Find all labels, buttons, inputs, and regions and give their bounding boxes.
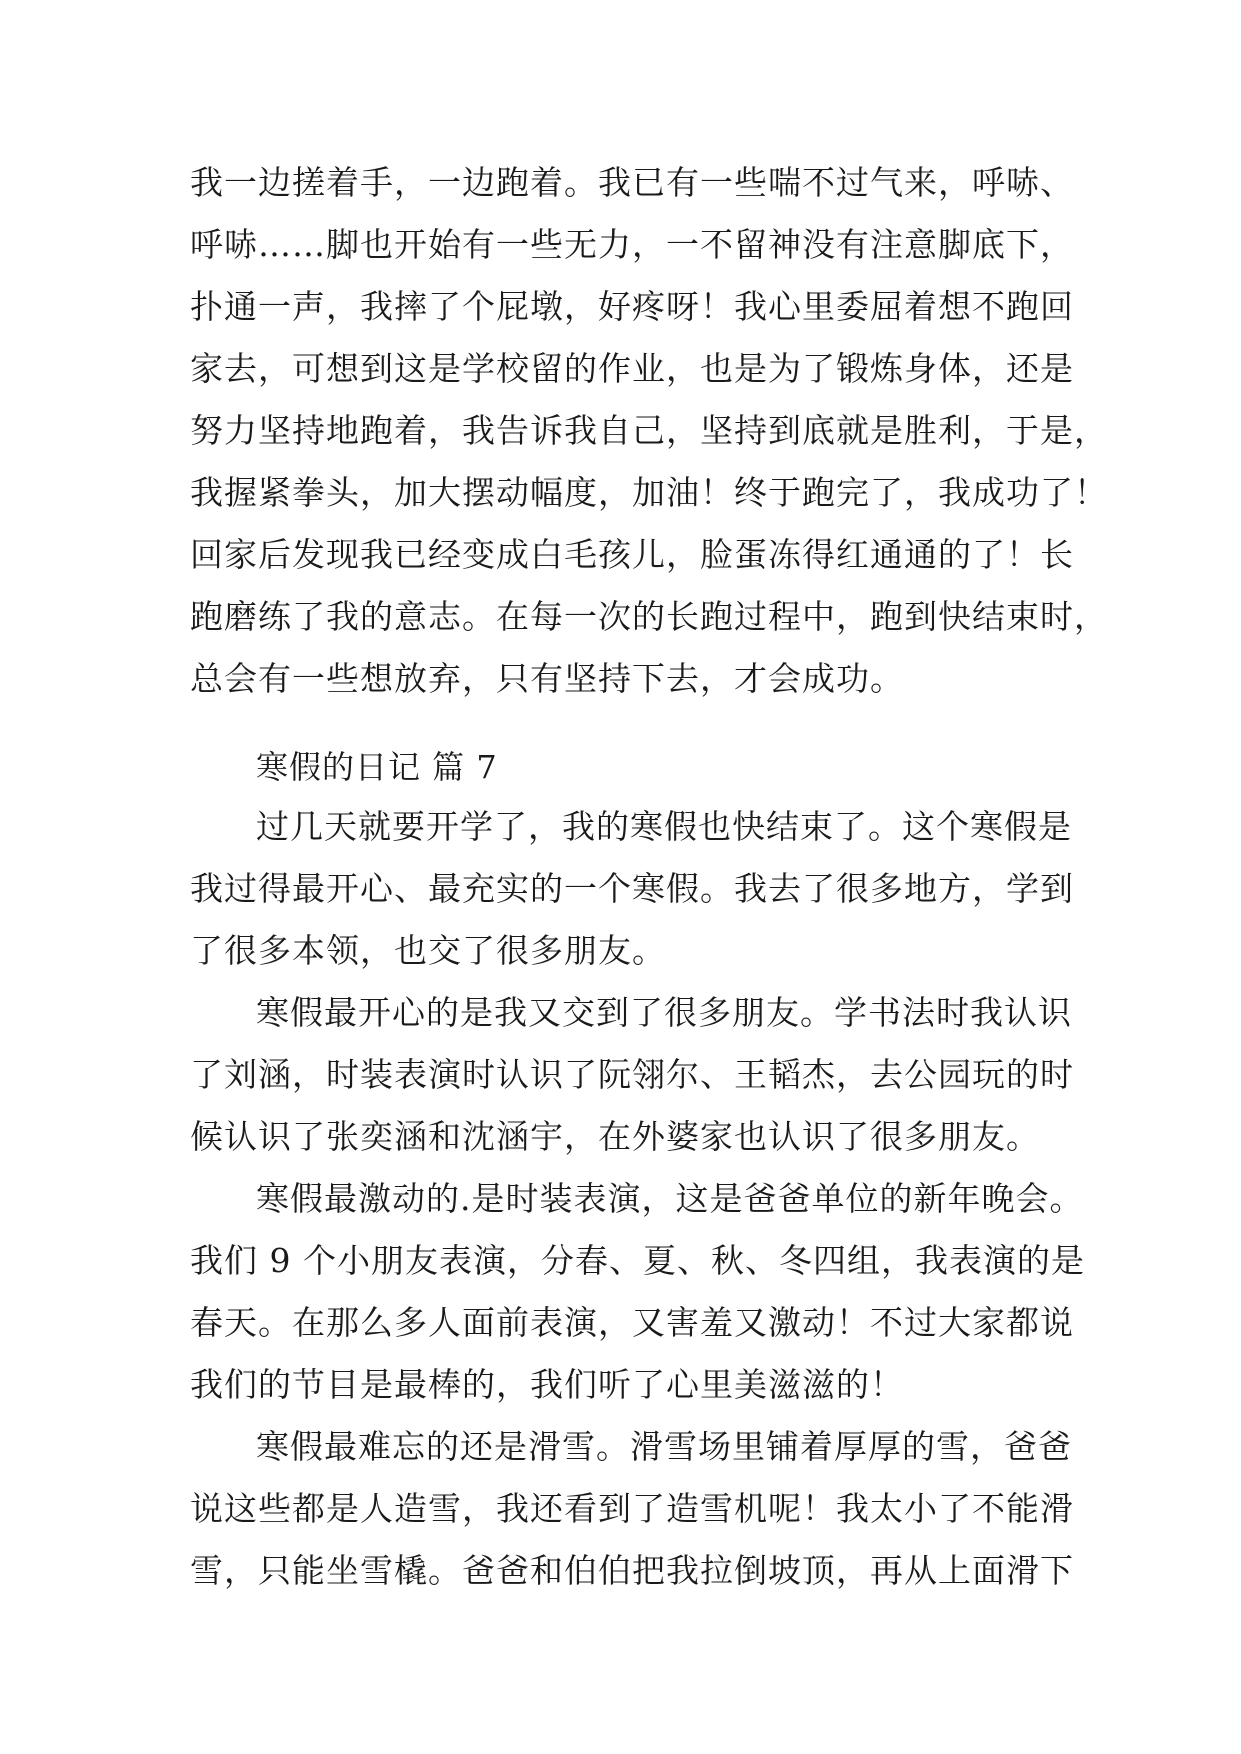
text-line: 了很多本领，也交了很多朋友。 [190, 931, 666, 970]
text-line: 总会有一些想放弃，只有坚持下去，才会成功。 [190, 659, 904, 698]
text-line: 回家后发现我已经变成白毛孩儿，脸蛋冻得红通通的了！长 [190, 535, 1074, 574]
text-line: 说这些都是人造雪，我还看到了造雪机呢！我太小了不能滑 [190, 1489, 1074, 1528]
text-line: 春天。在那么多人面前表演，又害羞又激动！不过大家都说 [190, 1303, 1074, 1342]
text-line: 跑磨练了我的意志。在每一次的长跑过程中，跑到快结束时， [190, 597, 1108, 636]
text-line: 我握紧拳头，加大摆动幅度，加油！终于跑完了，我成功了！ [190, 473, 1108, 512]
text-line: 过几天就要开学了，我的寒假也快结束了。这个寒假是 [256, 807, 1072, 846]
text-line: 家去，可想到这是学校留的作业，也是为了锻炼身体，还是 [190, 349, 1074, 388]
text-line: 寒假最开心的是我又交到了很多朋友。学书法时我认识 [256, 993, 1072, 1032]
section-heading: 寒假的日记 篇 7 [256, 748, 498, 786]
paragraph-2 [190, 982, 1074, 1168]
section-heading-block [190, 736, 1070, 798]
text-line: 我一边搓着手，一边跑着。我已有一些喘不过气来，呼哧、 [190, 163, 1074, 202]
text-line: 寒假最激动的.是时装表演，这是爸爸单位的新年晚会。 [256, 1179, 1084, 1218]
paragraph-3 [190, 1168, 1085, 1416]
text-line: 雪，只能坐雪橇。爸爸和伯伯把我拉倒坡顶，再从上面滑下 [190, 1551, 1074, 1590]
text-line: 我们 9 个小朋友表演，分春、夏、秋、冬四组，我表演的是 [190, 1241, 1085, 1280]
paragraph-4 [190, 1416, 1074, 1602]
text-line: 扑通一声，我摔了个屁墩，好疼呀！我心里委屈着想不跑回 [190, 287, 1074, 326]
text-line: 努力坚持地跑着，我告诉我自己，坚持到底就是胜利，于是， [190, 411, 1108, 450]
text-line: 我们的节目是最棒的，我们听了心里美滋滋的！ [190, 1365, 904, 1404]
paragraph-1 [190, 796, 1074, 982]
text-line: 候认识了张奕涵和沈涵宇，在外婆家也认识了很多朋友。 [190, 1117, 1040, 1156]
text-line: 我过得最开心、最充实的一个寒假。我去了很多地方，学到 [190, 869, 1074, 908]
text-line: 了刘涵，时装表演时认识了阮翎尔、王韬杰，去公园玩的时 [190, 1055, 1074, 1094]
text-line: 呼哧……脚也开始有一些无力，一不留神没有注意脚底下， [190, 225, 1074, 264]
text-line: 寒假最难忘的还是滑雪。滑雪场里铺着厚厚的雪，爸爸 [256, 1427, 1072, 1466]
intro-paragraph [190, 152, 1108, 710]
